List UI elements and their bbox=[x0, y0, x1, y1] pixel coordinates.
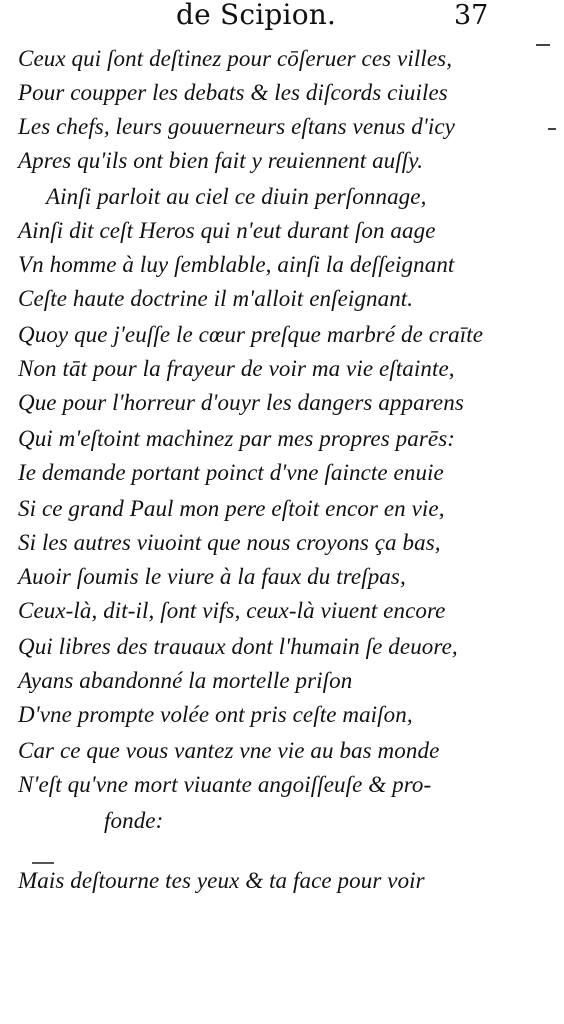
verse-line: Si ce grand Paul mon pere eſtoit encor en vie, bbox=[18, 496, 445, 521]
page-header bbox=[0, 0, 564, 38]
verse-line: Ie demande portant poinct d'vne ſaincte enuie bbox=[18, 460, 444, 485]
verse-line: Mais deſtourne tes yeux & ta face pour voir bbox=[18, 868, 425, 893]
verse-line: N'eſt qu'vne mort viuante angoiſſeuſe & pro- bbox=[18, 772, 432, 797]
verse-line: Qui libres des trauaux dont l'humain ſe deuore, bbox=[18, 634, 458, 659]
verse-line-continuation: fonde: bbox=[104, 808, 164, 833]
verse-line: Ceux-là, dit-il, ſont vifs, ceux-là viuent encore bbox=[18, 598, 446, 623]
margin-mark bbox=[32, 862, 54, 864]
verse-line: Quoy que j'euſſe le cœur preſque marbré de craīte bbox=[18, 322, 484, 347]
verse-line: Si les autres viuoint que nous croyons ça bas, bbox=[18, 530, 441, 555]
verse-line: Auoir ſoumis le viure à la faux du treſpas, bbox=[18, 564, 406, 589]
verse-line: Ainſi dit ceſt Heros qui n'eut durant ſon aage bbox=[18, 218, 436, 243]
margin-mark bbox=[548, 128, 556, 130]
verse-line: Que pour l'horreur d'ouyr les dangers apparens bbox=[18, 390, 464, 415]
verse-line: Vn homme à luy ſemblable, ainſi la deſſeignant bbox=[18, 252, 455, 277]
verse-line: Ayans abandonné la mortelle priſon bbox=[18, 668, 353, 693]
verse-line: Qui m'eſtoint machinez par mes propres parēs: bbox=[18, 426, 456, 451]
verse-line: Les chefs, leurs gouuerneurs eſtans venus d'icy bbox=[18, 114, 455, 139]
verse-line: Car ce que vous vantez vne vie au bas monde bbox=[18, 738, 440, 763]
verse-line: Non tāt pour la frayeur de voir ma vie eſtainte, bbox=[18, 356, 455, 381]
verse-line: Apres qu'ils ont bien fait y reuiennent auſſy. bbox=[18, 148, 424, 173]
running-title: de Scipion. bbox=[176, 0, 337, 31]
verse-line: Pour coupper les debats & les diſcords ciuiles bbox=[18, 80, 448, 105]
verse-line: Ceſte haute doctrine il m'alloit enſeignant. bbox=[18, 286, 414, 311]
verse-line: Ainſi parloit au ciel ce diuin perſonnage, bbox=[46, 184, 427, 209]
margin-mark bbox=[536, 44, 550, 46]
page-number: 37 bbox=[454, 0, 489, 31]
verse-line: D'vne prompte volée ont pris ceſte maiſon, bbox=[18, 702, 413, 727]
verse-line: Ceux qui ſont deſtinez pour cōſeruer ces villes, bbox=[18, 46, 453, 71]
